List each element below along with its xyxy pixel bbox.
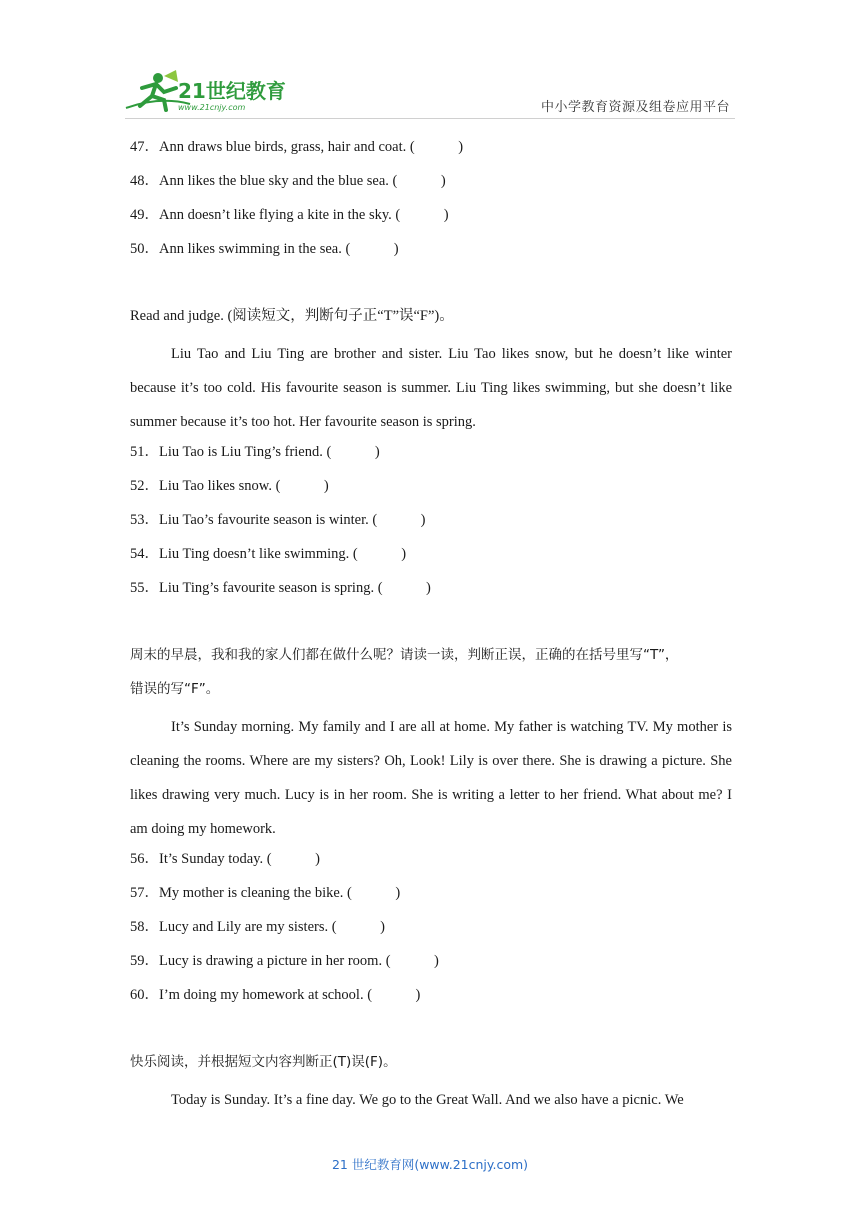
section-3-passage: It’s Sunday morning. My family and I are all at home. My father is watching TV. My mother is cleaning the rooms. Where are my sisters? Oh, Look! Lily is over there. She is drawing a picture. She likes drawing very much. Lucy is in her room. She is writing a letter to her friend. What about me? I am doing my homework.	[130, 719, 732, 837]
section-2-passage: Liu Tao and Liu Ting are brother and sister. Liu Tao likes snow, but he doesn’t like winter because it’s too cold. His favourite season is summer. Liu Ting likes swimming, but she doesn’t like summer because it’s too hot. Her favourite season is spring.	[130, 346, 732, 430]
question-54: 54．Liu Ting doesn’t like swimming. ( )	[130, 546, 407, 562]
header-divider	[125, 118, 735, 119]
logo-21cnjy	[120, 66, 295, 116]
question-55: 55．Liu Ting’s favourite season is spring. ( )	[130, 580, 431, 596]
section-3-instruction-line-1: 周末的早晨，我和我的家人们都在做什么呢？请读一读，判断正误，正确的在括号里写“T”，	[130, 647, 679, 663]
page-header	[0, 0, 860, 120]
question-50: 50．Ann likes swimming in the sea. ( )	[130, 241, 399, 257]
section-1	[130, 134, 732, 270]
section-3	[130, 642, 732, 1016]
question-57: 57．My mother is cleaning the bike. ( )	[130, 885, 401, 901]
section-3-instruction-line-2: 错误的写“F”。	[130, 681, 220, 697]
question-52: 52．Liu Tao likes snow. ( )	[130, 478, 329, 494]
question-56: 56．It’s Sunday today. ( )	[130, 851, 320, 867]
section-2	[130, 303, 732, 609]
section-4-passage: Today is Sunday. It’s a fine day. We go to the Great Wall. And we also have a picnic. We	[171, 1092, 684, 1108]
svg-text:www.21cnjy.com: www.21cnjy.com	[178, 103, 246, 112]
spacer	[130, 1016, 732, 1049]
section-4	[130, 1049, 732, 1117]
svg-text:21世纪教育: 21世纪教育	[178, 79, 286, 103]
footer-text: 21 世纪教育网(www.21cnjy.com)	[331, 1157, 529, 1172]
platform-tagline: 中小学教育资源及组卷应用平台	[540, 100, 730, 115]
question-47: 47．Ann draws blue birds, grass, hair and coat. ( )	[130, 139, 464, 155]
section-4-instruction: 快乐阅读，并根据短文内容判断正(T)误(F)。	[130, 1054, 397, 1070]
question-60: 60．I’m doing my homework at school. ( )	[130, 987, 421, 1003]
spacer	[130, 270, 732, 303]
question-59: 59．Lucy is drawing a picture in her room. ( )	[130, 953, 439, 969]
page-footer	[0, 1155, 860, 1173]
question-53: 53．Liu Tao’s favourite season is winter. ( )	[130, 512, 426, 528]
question-51: 51．Liu Tao is Liu Ting’s friend. ( )	[130, 444, 380, 460]
question-48: 48．Ann likes the blue sky and the blue sea. ( )	[130, 173, 446, 189]
question-58: 58．Lucy and Lily are my sisters. ( )	[130, 919, 385, 935]
spacer	[130, 609, 732, 642]
section-2-instruction: Read and judge. (阅读短文，判断句子正“T”误“F”)。	[130, 308, 454, 324]
document-body	[130, 134, 732, 1117]
question-49: 49．Ann doesn’t like flying a kite in the sky. ( )	[130, 207, 449, 223]
